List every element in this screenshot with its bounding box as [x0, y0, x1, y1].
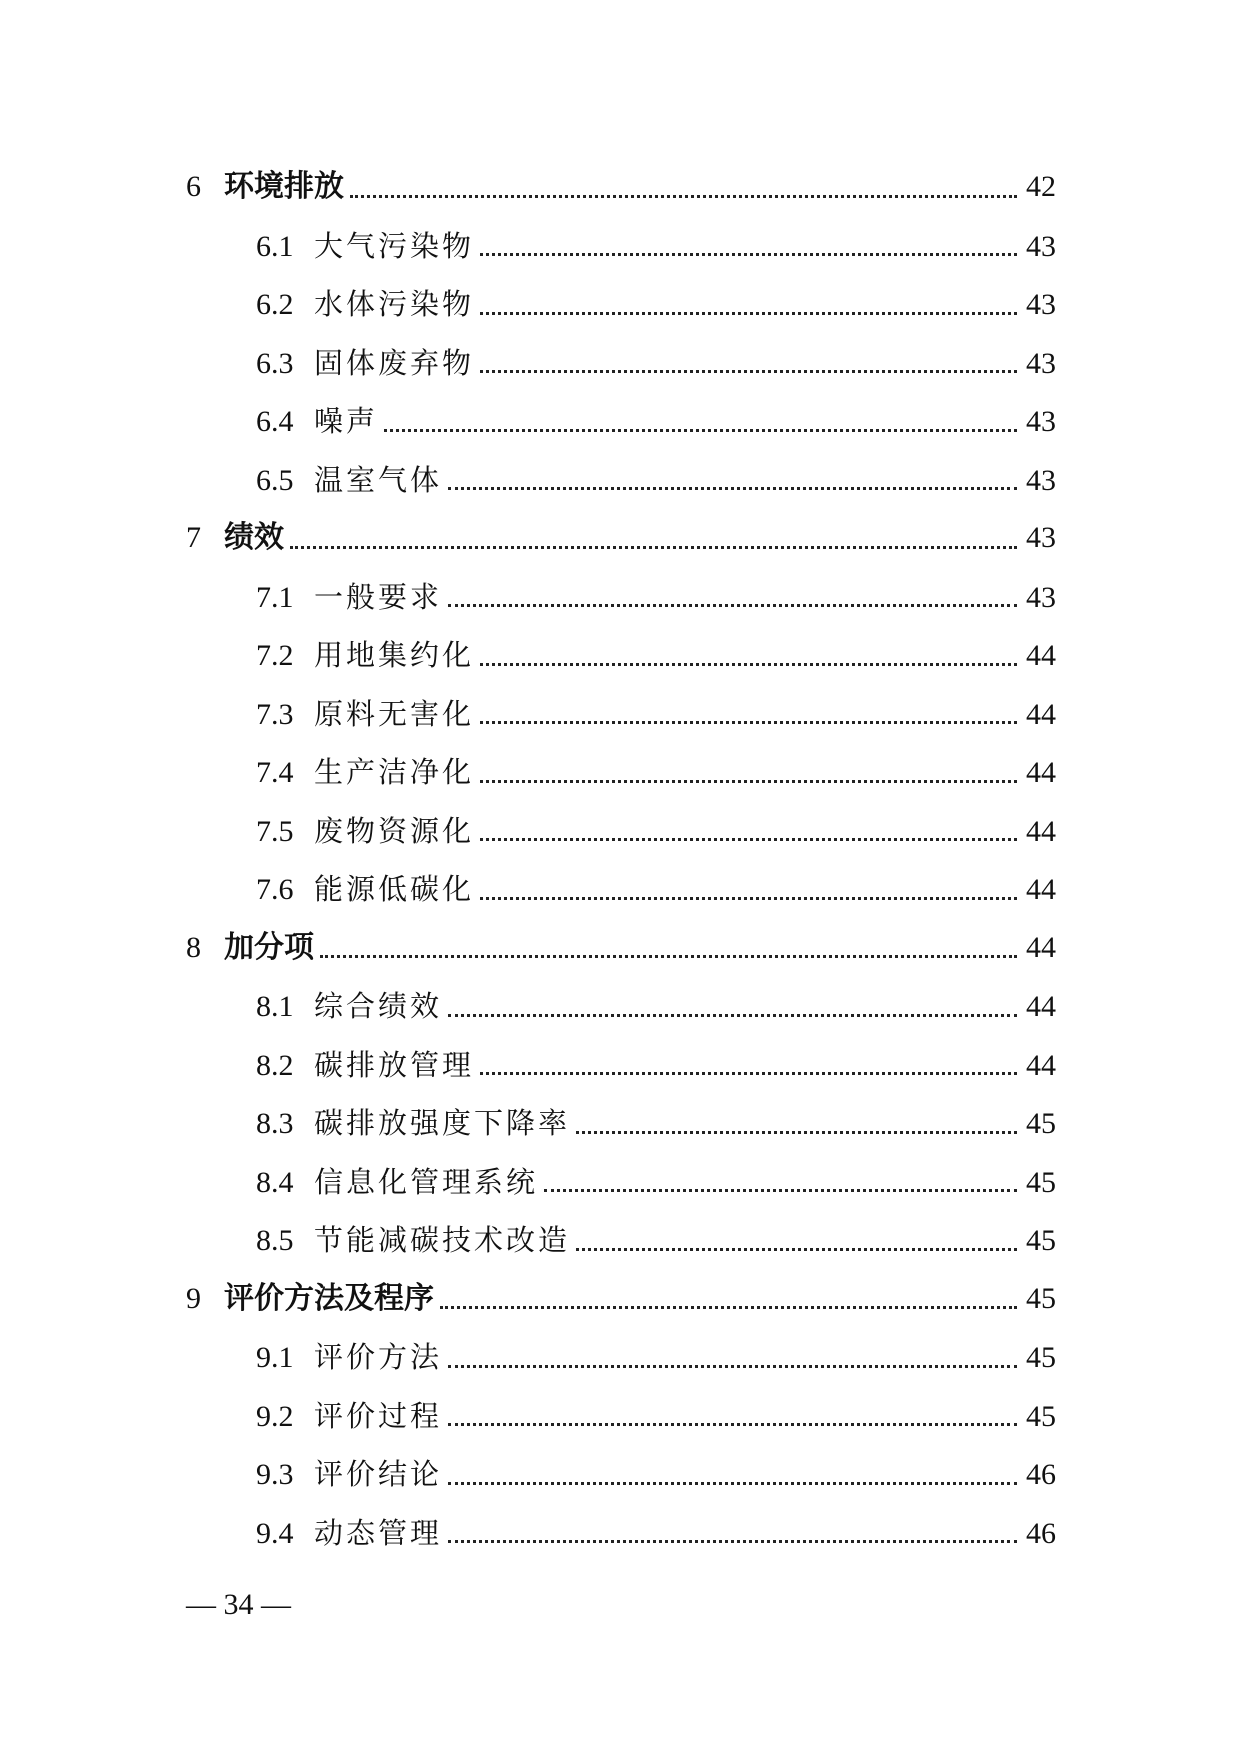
- toc-entry-title: 碳排放强度下降率: [314, 1106, 571, 1140]
- toc-entry-title: 评价方法及程序: [224, 1280, 434, 1316]
- toc-entry[interactable]: [186, 334, 1056, 393]
- dot-leader: [480, 721, 1017, 724]
- dot-leader: [448, 604, 1017, 607]
- toc-entry-page: 44: [1026, 697, 1056, 731]
- toc-entry[interactable]: [186, 1328, 1056, 1387]
- dot-leader: [576, 1131, 1017, 1134]
- toc-entry-title: 生产洁净化: [314, 755, 475, 789]
- toc-entry-page: 43: [1026, 580, 1056, 614]
- toc-entry-number: 7.6: [256, 873, 294, 906]
- dot-leader: [448, 1014, 1017, 1017]
- page-number: — 34 —: [186, 1588, 291, 1621]
- dot-leader: [290, 546, 1017, 549]
- toc-entry[interactable]: [186, 1094, 1056, 1153]
- dot-leader: [480, 312, 1017, 315]
- toc-entry-title: 水体污染物: [314, 287, 475, 321]
- toc-entry[interactable]: [186, 158, 1056, 217]
- toc-entry-page: 44: [1026, 756, 1056, 789]
- toc-entry-number: 8.1: [256, 990, 294, 1023]
- dot-leader: [448, 487, 1017, 490]
- toc-entry-title: 原料无害化: [314, 696, 475, 731]
- toc-entry[interactable]: [186, 1270, 1056, 1329]
- toc-entry-title: 动态管理: [314, 1515, 443, 1550]
- toc-entry-page: 45: [1026, 1107, 1056, 1140]
- toc-entry-page: 42: [1026, 170, 1056, 203]
- toc-entry-page: 46: [1026, 1458, 1056, 1491]
- toc-entry[interactable]: [186, 451, 1056, 510]
- toc-entry[interactable]: [186, 977, 1056, 1036]
- toc-entry-page: 45: [1026, 1281, 1056, 1315]
- toc-entry-page: 45: [1026, 1224, 1056, 1257]
- dot-leader: [576, 1248, 1017, 1251]
- toc-entry-title: 能源低碳化: [314, 872, 475, 906]
- toc-entry-title: 信息化管理系统: [314, 1164, 539, 1199]
- toc-entry-title: 废物资源化: [314, 813, 475, 848]
- toc-entry-number: 6.3: [256, 346, 294, 380]
- dot-leader: [480, 780, 1017, 783]
- toc-entry-number: 8.5: [256, 1224, 294, 1257]
- toc-entry-title: 固体废弃物: [314, 345, 475, 380]
- toc-entry[interactable]: [186, 1153, 1056, 1212]
- dot-leader: [448, 1482, 1017, 1485]
- toc-entry-page: 44: [1026, 814, 1056, 848]
- dot-leader: [350, 195, 1017, 198]
- toc-entry-title: 用地集约化: [314, 638, 475, 672]
- toc-entry[interactable]: [186, 392, 1056, 451]
- dot-leader: [480, 1072, 1017, 1075]
- toc-entry[interactable]: [186, 1445, 1056, 1504]
- toc-entry-page: 43: [1026, 288, 1056, 321]
- toc-entry-title: 大气污染物: [314, 228, 475, 263]
- toc-entry-page: 43: [1026, 463, 1056, 497]
- toc-entry-number: 6: [186, 170, 201, 203]
- toc-entry-number: 7.2: [256, 639, 294, 672]
- table-of-contents: [186, 158, 1056, 1562]
- toc-entry[interactable]: [186, 802, 1056, 861]
- toc-entry-title: 温室气体: [314, 462, 443, 497]
- dot-leader: [480, 838, 1017, 841]
- toc-entry-title: 绩效: [224, 520, 284, 555]
- toc-entry-page: 44: [1026, 930, 1056, 964]
- dot-leader: [480, 370, 1017, 373]
- toc-entry-title: 环境排放: [224, 169, 344, 204]
- toc-entry-number: 8.3: [256, 1107, 294, 1140]
- toc-entry[interactable]: [186, 919, 1056, 978]
- toc-entry[interactable]: [186, 275, 1056, 334]
- toc-entry-title: 综合绩效: [314, 989, 443, 1023]
- toc-entry-page: 43: [1026, 346, 1056, 380]
- toc-entry[interactable]: [186, 1504, 1056, 1563]
- toc-entry[interactable]: [186, 1211, 1056, 1270]
- toc-entry-page: 44: [1026, 873, 1056, 906]
- toc-entry-page: 44: [1026, 1048, 1056, 1082]
- dot-leader: [384, 429, 1017, 432]
- toc-entry-number: 6.4: [256, 405, 294, 438]
- toc-entry-number: 7.1: [256, 580, 294, 614]
- toc-entry-number: 8.2: [256, 1048, 294, 1082]
- toc-entry-page: 46: [1026, 1516, 1056, 1550]
- toc-entry-number: 7.4: [256, 756, 294, 789]
- toc-entry-title: 加分项: [224, 929, 314, 965]
- toc-entry[interactable]: [186, 860, 1056, 919]
- toc-entry-page: 45: [1026, 1341, 1056, 1374]
- dot-leader: [544, 1189, 1017, 1192]
- toc-entry-title: 评价结论: [314, 1457, 443, 1491]
- toc-entry-number: 6.2: [256, 288, 294, 321]
- toc-entry[interactable]: [186, 685, 1056, 744]
- toc-entry-page: 43: [1026, 521, 1056, 554]
- toc-entry-title: 噪声: [314, 404, 379, 438]
- toc-entry-number: 7.5: [256, 814, 294, 848]
- toc-entry-page: 43: [1026, 229, 1056, 263]
- dot-leader: [448, 1365, 1017, 1368]
- toc-entry-page: 45: [1026, 1165, 1056, 1199]
- toc-entry[interactable]: [186, 509, 1056, 568]
- toc-entry-page: 43: [1026, 405, 1056, 438]
- toc-entry[interactable]: [186, 1387, 1056, 1446]
- dot-leader: [480, 663, 1017, 666]
- toc-entry-number: 6.5: [256, 463, 294, 497]
- toc-entry-title: 节能减碳技术改造: [314, 1223, 571, 1257]
- toc-entry-number: 9: [186, 1281, 201, 1315]
- toc-entry-number: 9.2: [256, 1399, 294, 1433]
- toc-entry-page: 44: [1026, 639, 1056, 672]
- toc-entry-number: 8: [186, 930, 201, 964]
- dot-leader: [480, 253, 1017, 256]
- toc-entry-title: 评价方法: [314, 1340, 443, 1374]
- toc-entry[interactable]: [186, 626, 1056, 685]
- toc-entry-number: 9.4: [256, 1516, 294, 1550]
- toc-entry-page: 45: [1026, 1399, 1056, 1433]
- toc-entry-number: 9.1: [256, 1341, 294, 1374]
- toc-entry-number: 9.3: [256, 1458, 294, 1491]
- toc-entry[interactable]: [186, 217, 1056, 276]
- dot-leader: [320, 955, 1017, 958]
- toc-entry-title: 碳排放管理: [314, 1047, 475, 1082]
- toc-entry-title: 评价过程: [314, 1398, 443, 1433]
- dot-leader: [448, 1423, 1017, 1426]
- toc-entry[interactable]: [186, 743, 1056, 802]
- toc-entry-number: 7.3: [256, 697, 294, 731]
- toc-entry-number: 7: [186, 521, 201, 554]
- toc-entry[interactable]: [186, 568, 1056, 627]
- toc-entry-number: 8.4: [256, 1165, 294, 1199]
- dot-leader: [448, 1540, 1017, 1543]
- dot-leader: [440, 1306, 1017, 1309]
- toc-entry[interactable]: [186, 1036, 1056, 1095]
- toc-entry-page: 44: [1026, 990, 1056, 1023]
- toc-entry-number: 6.1: [256, 229, 294, 263]
- dot-leader: [480, 897, 1017, 900]
- toc-entry-title: 一般要求: [314, 579, 443, 614]
